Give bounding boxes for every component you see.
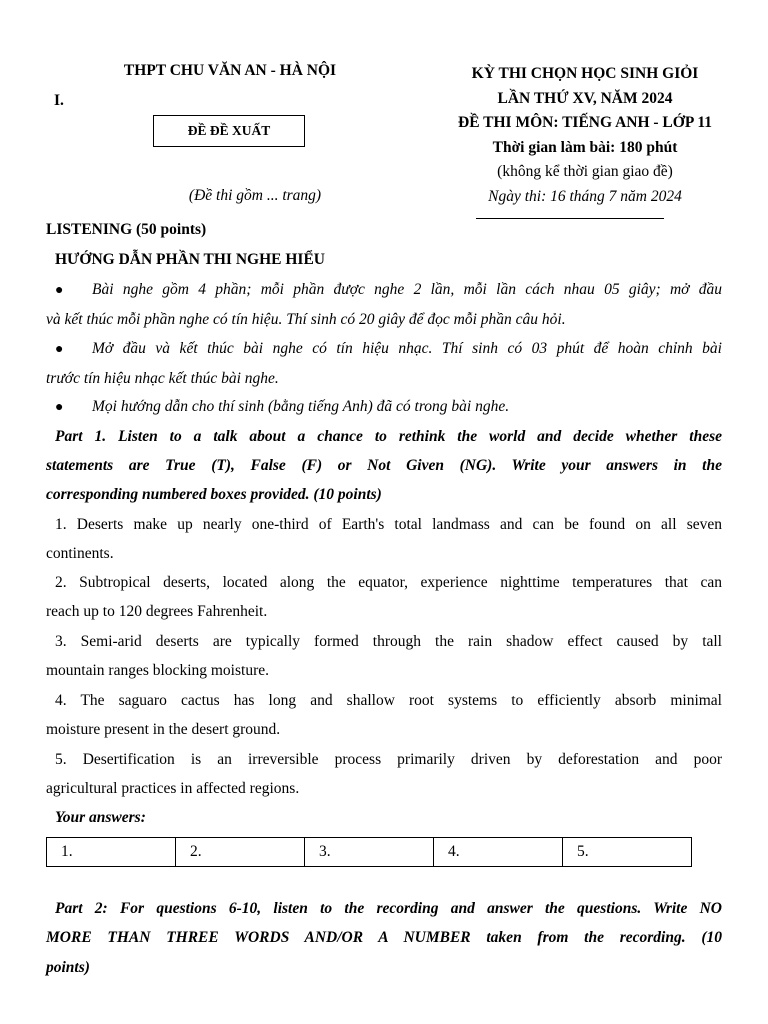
question-3-line-1: 3. Semi-arid deserts are typically formed through the rain shadow effect caused by tall [55, 633, 722, 650]
exam-duration: Thời gian làm bài: 180 phút [492, 138, 678, 156]
question-3-line-2: mountain ranges blocking moisture. [46, 662, 269, 679]
part2-instruction-line-3: points) [46, 959, 90, 976]
answer-cell-3[interactable]: 3. [305, 838, 434, 867]
part2-instruction-line-1: Part 2: For questions 6-10, listen to the recording and answer the questions. Write NO [55, 900, 722, 917]
listening-heading: LISTENING (50 points) [46, 221, 207, 238]
question-2-line-1: 2. Subtropical deserts, located along the equator, experience nighttime temperatures that can [55, 574, 722, 591]
question-5-line-1: 5. Desertification is an irreversible process primarily driven by deforestation and poor [55, 751, 722, 768]
answer-cell-5[interactable]: 5. [563, 838, 692, 867]
answer-row [47, 838, 692, 867]
part1-instruction-line-2: statements are True (T), False (F) or Not Given (NG). Write your answers in the [46, 457, 722, 474]
answer-table [46, 837, 692, 867]
bullet-1-line-2: và kết thúc mỗi phần nghe có tín hiệu. Thí sinh có 20 giây để đọc mỗi phần câu hỏi. [46, 311, 566, 328]
section-numeral: I. [54, 92, 64, 109]
question-5-line-2: agricultural practices in affected regions. [46, 780, 300, 797]
bullet-2-line-1: Mở đầu và kết thúc bài nghe có tín hiệu nhạc. Thí sinh có 03 phút để hoàn chỉnh bài [92, 340, 722, 357]
question-1-line-1: 1. Deserts make up nearly one-third of Earth's total landmass and can be found on all seven [55, 516, 722, 533]
header-divider [476, 218, 664, 219]
school-name: THPT CHU VĂN AN - HÀ NỘI [123, 62, 337, 79]
pages-note: (Đề thi gồm ... trang) [188, 187, 322, 204]
bullet-2-line-2: trước tín hiệu nhạc kết thúc bài nghe. [46, 370, 279, 387]
question-4-line-2: moisture present in the desert ground. [46, 721, 281, 738]
question-2-line-2: reach up to 120 degrees Fahrenheit. [46, 603, 268, 620]
proposal-label: ĐỀ ĐỀ XUẤT [187, 123, 271, 138]
part1-instruction-line-1: Part 1. Listen to a talk about a chance to rethink the world and decide whether these [55, 428, 722, 445]
instructions-heading: HƯỚNG DẪN PHẦN THI NGHE HIỂU [55, 251, 325, 268]
bullet-icon: ● [55, 400, 64, 415]
answers-label: Your answers: [55, 809, 146, 826]
exam-round: LẦN THỨ XV, NĂM 2024 [497, 89, 673, 107]
question-4-line-1: 4. The saguaro cactus has long and shallow root systems to efficiently absorb minimal [55, 692, 722, 709]
bullet-3-line-1: Mọi hướng dẫn cho thí sinh (bằng tiếng Anh) đã có trong bài nghe. [92, 398, 510, 415]
answer-cell-4[interactable]: 4. [434, 838, 563, 867]
answer-cell-1[interactable]: 1. [47, 838, 176, 867]
question-1-line-2: continents. [46, 545, 114, 562]
bullet-1-line-1: Bài nghe gồm 4 phần; mỗi phần được nghe 2 lần, mỗi lần cách nhau 05 giây; mở đầu [92, 281, 722, 298]
bullet-icon: ● [55, 342, 64, 357]
part1-instruction-line-3: corresponding numbered boxes provided. (10 points) [46, 486, 382, 503]
exam-subject: ĐỀ THI MÔN: TIẾNG ANH - LỚP 11 [458, 114, 712, 132]
exam-header [420, 62, 750, 210]
exam-date: Ngày thi: 16 tháng 7 năm 2024 [488, 187, 682, 205]
exam-title: KỲ THI CHỌN HỌC SINH GIỎI [471, 65, 699, 82]
part2-instruction-line-2: MORE THAN THREE WORDS AND/OR A NUMBER taken from the recording. (10 [46, 929, 722, 946]
exam-duration-note: (không kể thời gian giao đề) [497, 163, 673, 181]
proposal-label-box [153, 115, 305, 147]
bullet-icon: ● [55, 283, 64, 298]
answer-cell-2[interactable]: 2. [176, 838, 305, 867]
